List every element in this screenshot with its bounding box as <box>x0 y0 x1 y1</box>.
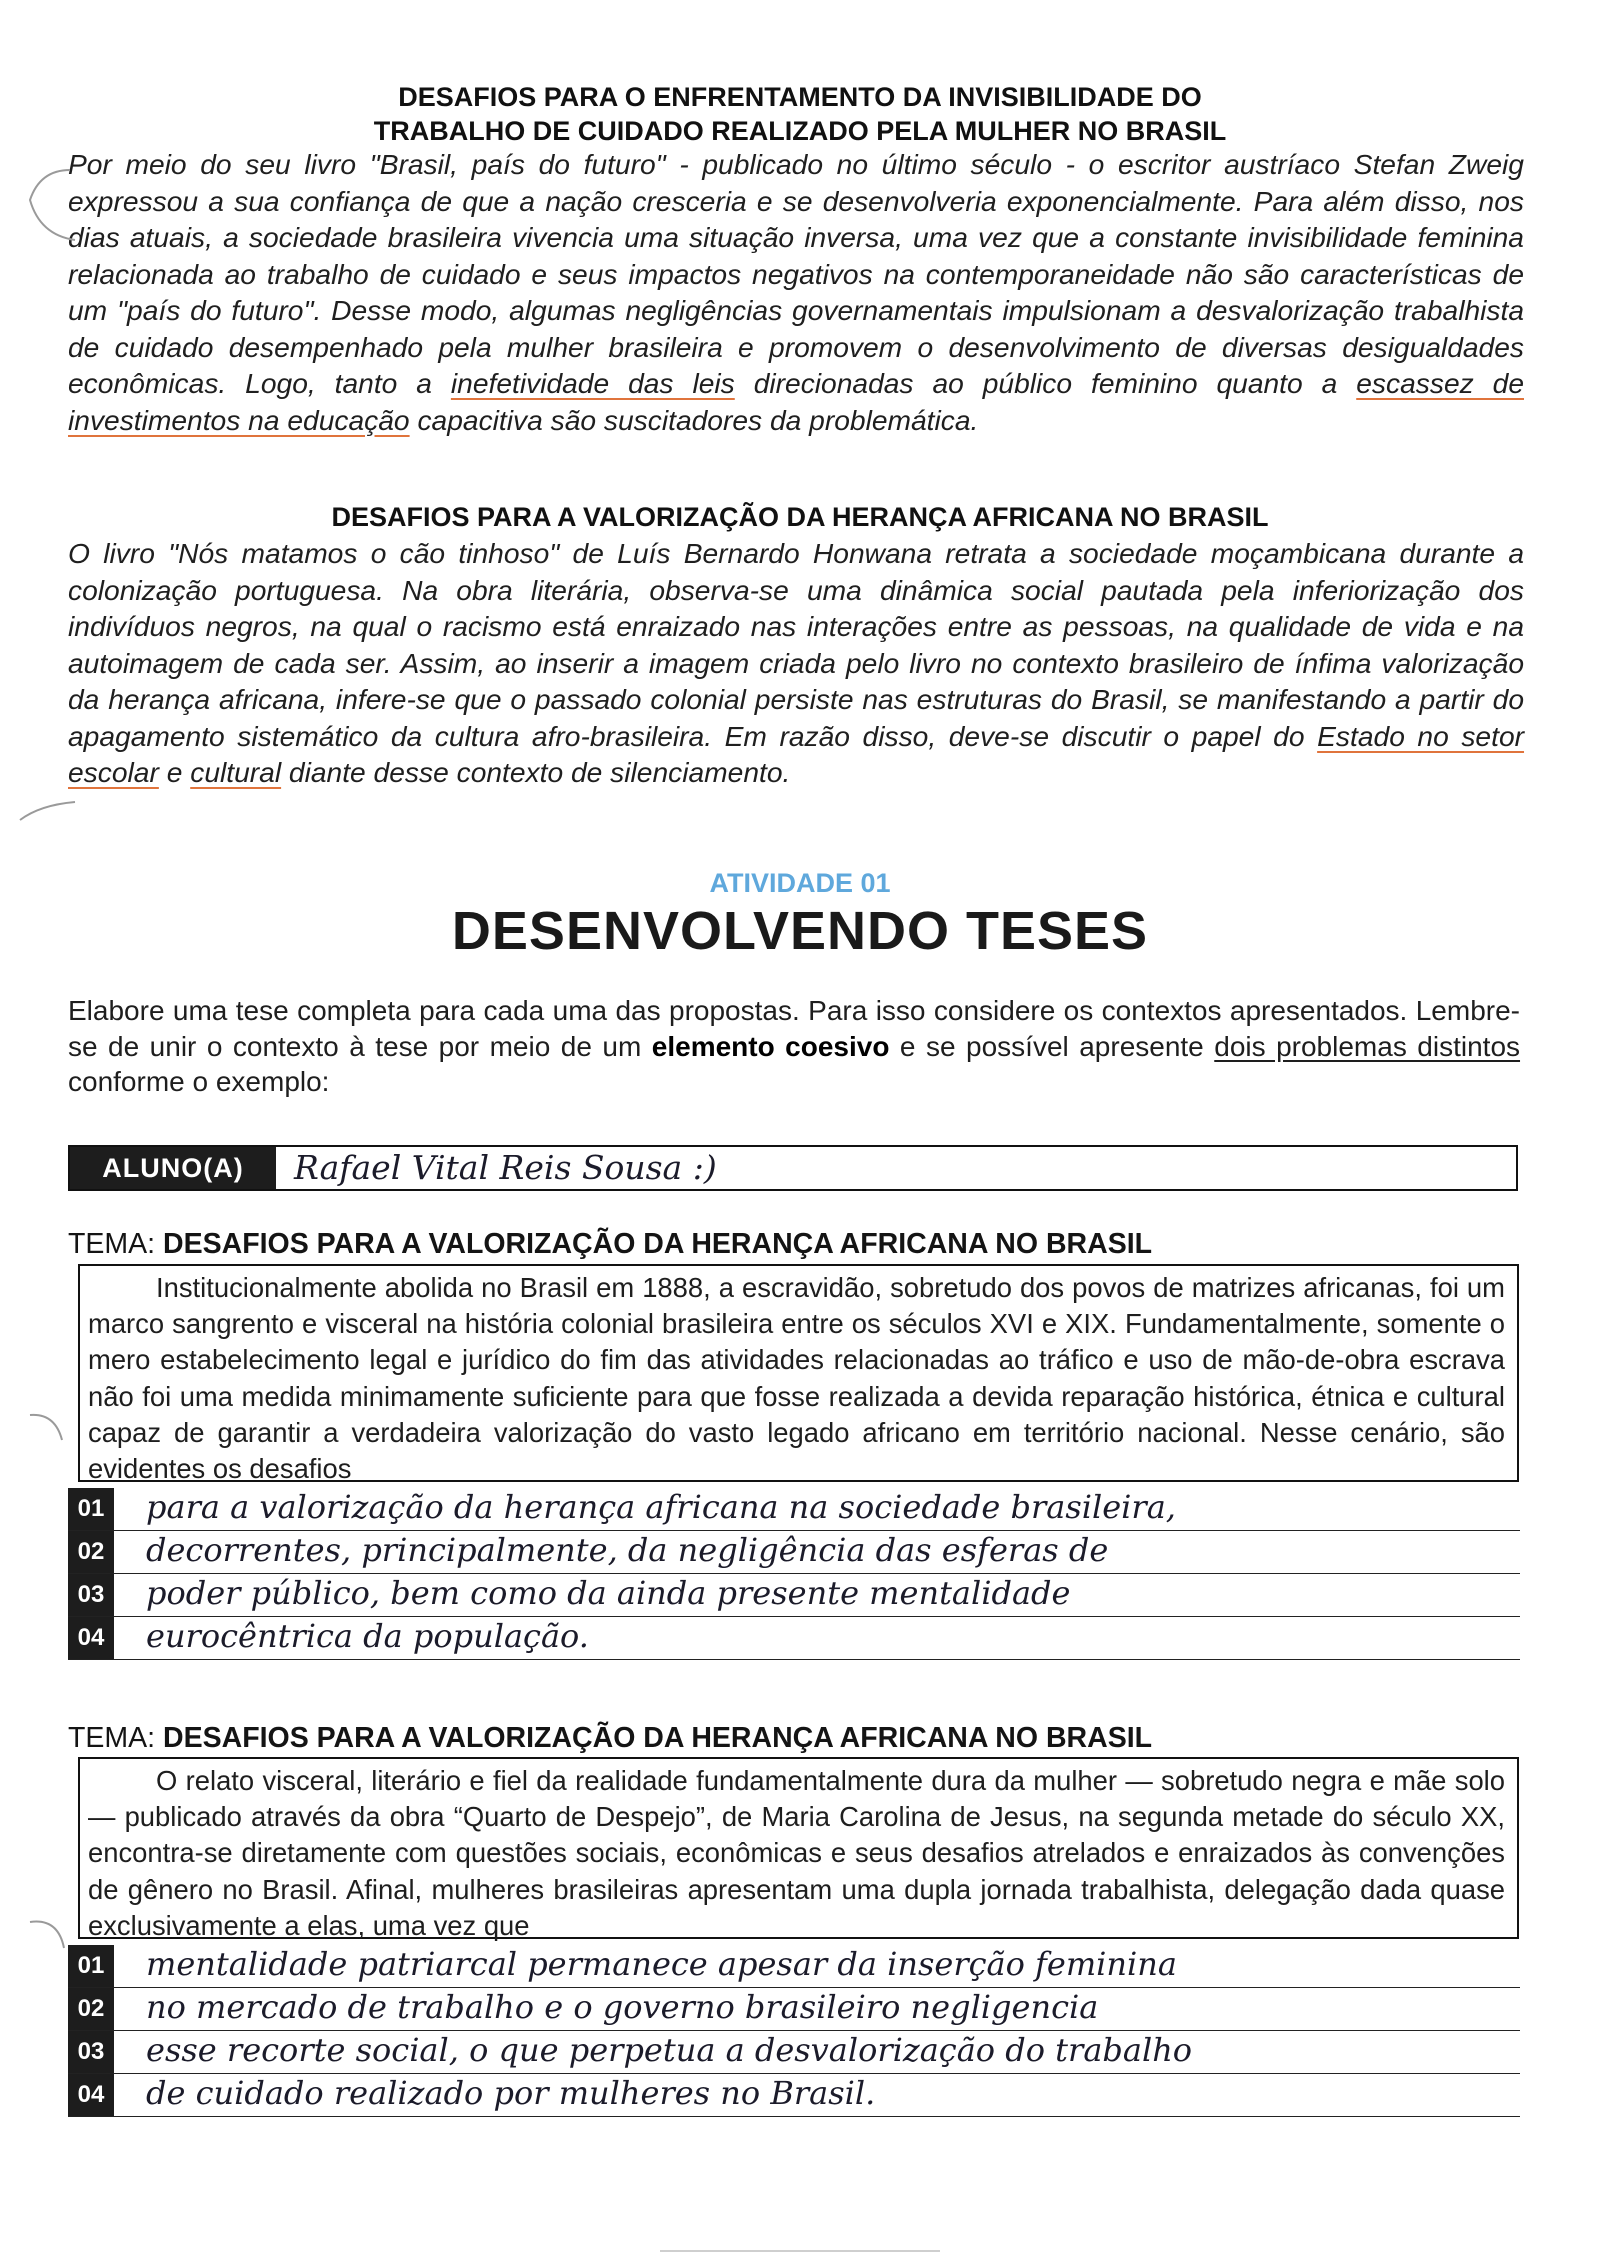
line-number: 02 <box>68 1988 114 2030</box>
answer-line[interactable] <box>68 1988 1520 2031</box>
proposal2-tema-label: TEMA: <box>68 1722 156 1754</box>
line-number: 02 <box>68 1531 114 1573</box>
line-handwriting: poder público, bem como da ainda presente mentalidade <box>146 1574 1071 1612</box>
example2-text-part3: diante desse contexto de silenciamento. <box>281 756 791 788</box>
line-handwriting: de cuidado realizado por mulheres no Brasil. <box>146 2074 876 2112</box>
margin-bracket-mark <box>0 780 80 850</box>
example1-highlight2: escassez de investimentos na educação <box>68 367 1524 436</box>
example2-text <box>68 535 1524 791</box>
line-handwriting: no mercado de trabalho e o governo brasileiro negligencia <box>146 1988 1099 2026</box>
line-number: 03 <box>68 2031 114 2073</box>
proposal1-tema-label: TEMA: <box>68 1228 156 1260</box>
proposal2-tema-title: DESAFIOS PARA A VALORIZAÇÃO DA HERANÇA AFRICANA NO BRASIL <box>163 1722 1153 1754</box>
bottom-divider <box>660 2250 940 2252</box>
instr-bold: elemento coesivo <box>651 1030 890 1062</box>
line-handwriting: esse recorte social, o que perpetua a desvalorização do trabalho <box>146 2031 1193 2069</box>
answer-line[interactable] <box>68 2074 1520 2117</box>
proposal2-context: O relato visceral, literário e fiel da realidade fundamentalmente dura da mulher — sobretudo negra e mãe solo — publicado através da obra “Quarto de Despejo”, de Maria Carolina de Jesus, na segunda metade do século XX, encontra-se diretamente com questões sociais, econômicas e seus desafios atrelados e enraizados às convenções de gênero no Brasil. Afinal, mulheres brasileiras apresentam uma dupla jornada trabalhista, delegação dada quase exclusivamente a elas, uma vez que <box>88 1765 1505 1941</box>
example1-title-line1: DESAFIOS PARA O ENFRENTAMENTO DA INVISIBILIDADE DO <box>398 82 1202 112</box>
example2-highlight2: cultural <box>190 756 282 788</box>
line-handwriting: para a valorização da herança africana na sociedade brasileira, <box>146 1488 1176 1526</box>
student-label: ALUNO(A) <box>70 1147 276 1189</box>
proposal1-context: Institucionalmente abolida no Brasil em 1888, a escravidão, sobretudo dos povos de matrizes africanas, foi um marco sangrento e visceral na história colonial brasileira entre os séculos XVI e XIX. Fundamentalmente, somente o mero estabelecimento legal e jurídico do fim das atividades relacionadas ao tráfico e uso de mão-de-obra escrava não foi uma medida minimamente suficiente para que fosse realizada a devida reparação histórica, étnica e cultural capaz de garantir a verdadeira valorização do vasto legado africano em território nacional. Nesse cenário, são evidentes os desafios <box>88 1272 1505 1485</box>
margin-bracket-mark <box>0 1395 80 1455</box>
line-number: 04 <box>68 2074 114 2116</box>
answer-line[interactable] <box>68 1574 1520 1617</box>
example2-text-part1: O livro "Nós matamos o cão tinhoso" de Luís Bernardo Honwana retrata a sociedade moçambicana durante a colonização portuguesa. Na obra literária, observa-se uma dinâmica social pautada pela inferiorização dos indivíduos negros, na qual o racismo está enraizado nas interações entre as pessoas, na qualidade de vida e na autoimagem de cada ser. Assim, ao inserir a imagem criada pelo livro no contexto brasileiro de ínfima valorização da herança africana, infere-se que o passado colonial persiste nas estruturas do Brasil, se manifestando a partir do apagamento sistemático da cultura afro-brasileira. Em razão disso, deve-se discutir o papel do <box>68 537 1524 752</box>
answer-line[interactable] <box>68 1945 1520 1988</box>
activity-subtitle: ATIVIDADE 01 <box>709 868 891 898</box>
margin-bracket-mark <box>0 140 80 270</box>
line-number: 04 <box>68 1617 114 1659</box>
example1-text-part1: Por meio do seu livro "Brasil, país do futuro" - publicado no último século - o escritor austríaco Stefan Zweig expressou a sua confiança de que a nação cresceria e se desenvolveria exponencialmente. Para além disso, nos dias atuais, a sociedade brasileira vivencia uma situação inversa, uma vez que a constante invisibilidade feminina relacionada ao trabalho de cuidado e seus impactos negativos na contemporaneidade não são características de um "país do futuro". Desse modo, algumas negligências governamentais impulsionam a desvalorização trabalhista de cuidado desempenhado pela mulher brasileira e promovem o desenvolvimento de diversas desigualdades econômicas. Logo, tanto a <box>68 148 1524 399</box>
answer-line[interactable] <box>68 2031 1520 2074</box>
line-handwriting: mentalidade patriarcal permanece apesar da inserção feminina <box>146 1945 1177 1983</box>
student-name-field[interactable] <box>68 1145 1518 1191</box>
example1-text <box>68 146 1524 438</box>
proposal1-tema-title: DESAFIOS PARA A VALORIZAÇÃO DA HERANÇA AFRICANA NO BRASIL <box>163 1228 1153 1260</box>
line-number: 03 <box>68 1574 114 1616</box>
instr-part1: Elabore uma tese completa para cada uma das propostas. Para isso considere os contextos apresentados. Lembre-se de unir o contexto à tese por meio de um <box>68 995 1520 1062</box>
example1-text-part2: direcionadas ao público feminino quanto a <box>734 367 1357 399</box>
line-handwriting: decorrentes, principalmente, da negligência das esferas de <box>146 1531 1109 1569</box>
line-number: 01 <box>68 1488 114 1530</box>
line-number: 01 <box>68 1945 114 1987</box>
proposal1-answer-lines[interactable] <box>68 1488 1520 1660</box>
proposal1-tema <box>68 1228 1152 1261</box>
student-name-handwriting: Rafael Vital Reis Sousa :) <box>294 1148 717 1187</box>
instr-part2: e se possível apresente <box>889 1030 1215 1062</box>
activity-instructions <box>68 993 1520 1100</box>
proposal1-context-box <box>78 1264 1519 1485</box>
example1-text-part3: capacitiva são suscitadores da problemática. <box>409 403 979 436</box>
proposal2-answer-lines[interactable] <box>68 1945 1520 2117</box>
instr-underline: dois problemas distintos <box>1214 1030 1521 1062</box>
example2-text-part2: e <box>158 756 191 788</box>
example2-highlight1: Estado no setor escolar <box>68 719 1525 788</box>
activity-title: DESENVOLVENDO TESES <box>451 901 1149 961</box>
example2-title: DESAFIOS PARA A VALORIZAÇÃO DA HERANÇA AFRICANA NO BRASIL <box>331 502 1269 532</box>
example1-title-line2: TRABALHO DE CUIDADO REALIZADO PELA MULHER NO BRASIL <box>373 116 1227 146</box>
instr-part3: conforme o exemplo: <box>68 1066 330 1097</box>
answer-line[interactable] <box>68 1488 1520 1531</box>
proposal2-context-box <box>78 1757 1519 1939</box>
answer-line[interactable] <box>68 1617 1520 1660</box>
answer-line[interactable] <box>68 1531 1520 1574</box>
proposal2-tema <box>68 1722 1152 1755</box>
example1-highlight1: inefetividade das leis <box>450 367 735 399</box>
line-handwriting: eurocêntrica da população. <box>146 1617 589 1655</box>
